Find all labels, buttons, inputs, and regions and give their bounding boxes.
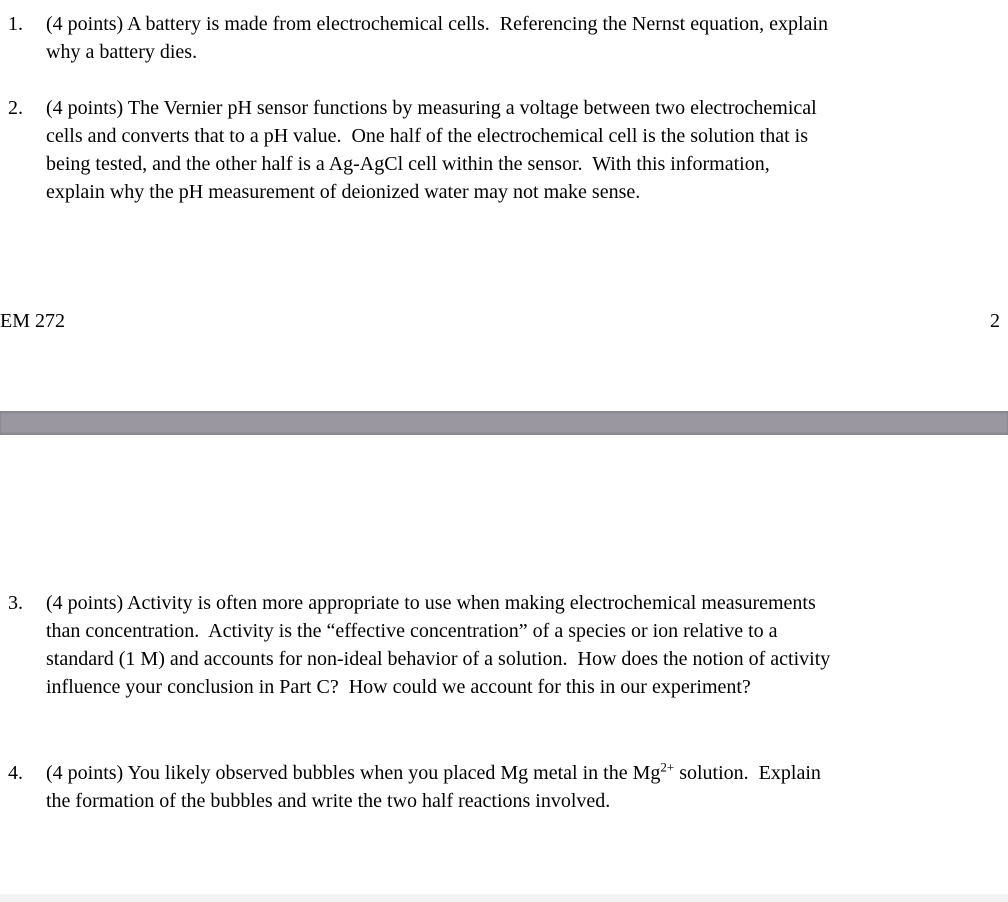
question-2-line-2: cells and converts that to a pH value. One half of the electrochemical cell is the solution that is [46,125,808,147]
question-4-text [46,759,821,815]
question-3-line-1: (4 points) Activity is often more appropriate to use when making electrochemical measurements [46,592,816,614]
question-2-line-3: being tested, and the other half is a Ag-AgCl cell within the sensor. With this information, [46,153,770,175]
question-2-line-1: (4 points) The Vernier pH sensor functions by measuring a voltage between two electrochemical [46,97,817,119]
question-2 [8,94,817,206]
question-2-line-4: explain why the pH measurement of deionized water may not make sense. [46,181,641,203]
question-1-line-2: why a battery dies. [46,41,198,63]
question-3 [8,589,830,701]
question-1-line-1: (4 points) A battery is made from electrochemical cells. Referencing the Nernst equation, explain [46,13,828,35]
question-4 [8,759,821,815]
bottom-page-separator [0,894,1008,902]
question-4-line-1-pre: (4 points) You likely observed bubbles when you placed Mg metal in the Mg [46,762,661,784]
mg-ion-superscript: 2+ [660,759,675,775]
question-1-text [46,10,828,66]
question-3-line-4: influence your conclusion in Part C? How could we account for this in our experiment? [46,676,751,698]
footer-page-number: 2 [990,310,1000,332]
question-4-line-1 [46,759,821,787]
question-4-line-2: the formation of the bubbles and write the two half reactions involved. [46,790,611,812]
question-4-line-1-post: solution. Explain [674,762,821,784]
question-3-line-2: than concentration. Activity is the “effective concentration” of a species or ion relative to a [46,620,778,642]
question-1-number: 1. [8,13,23,35]
question-4-number: 4. [8,762,23,784]
question-2-text [46,94,817,206]
question-1 [8,10,828,66]
page-separator-bar [0,411,1008,435]
question-3-line-3: standard (1 M) and accounts for non-ideal behavior of a solution. How does the notion of activity [46,648,831,670]
question-3-number: 3. [8,592,23,614]
footer-course-code: EM 272 [0,310,65,332]
question-3-text [46,589,830,701]
question-2-number: 2. [8,97,23,119]
